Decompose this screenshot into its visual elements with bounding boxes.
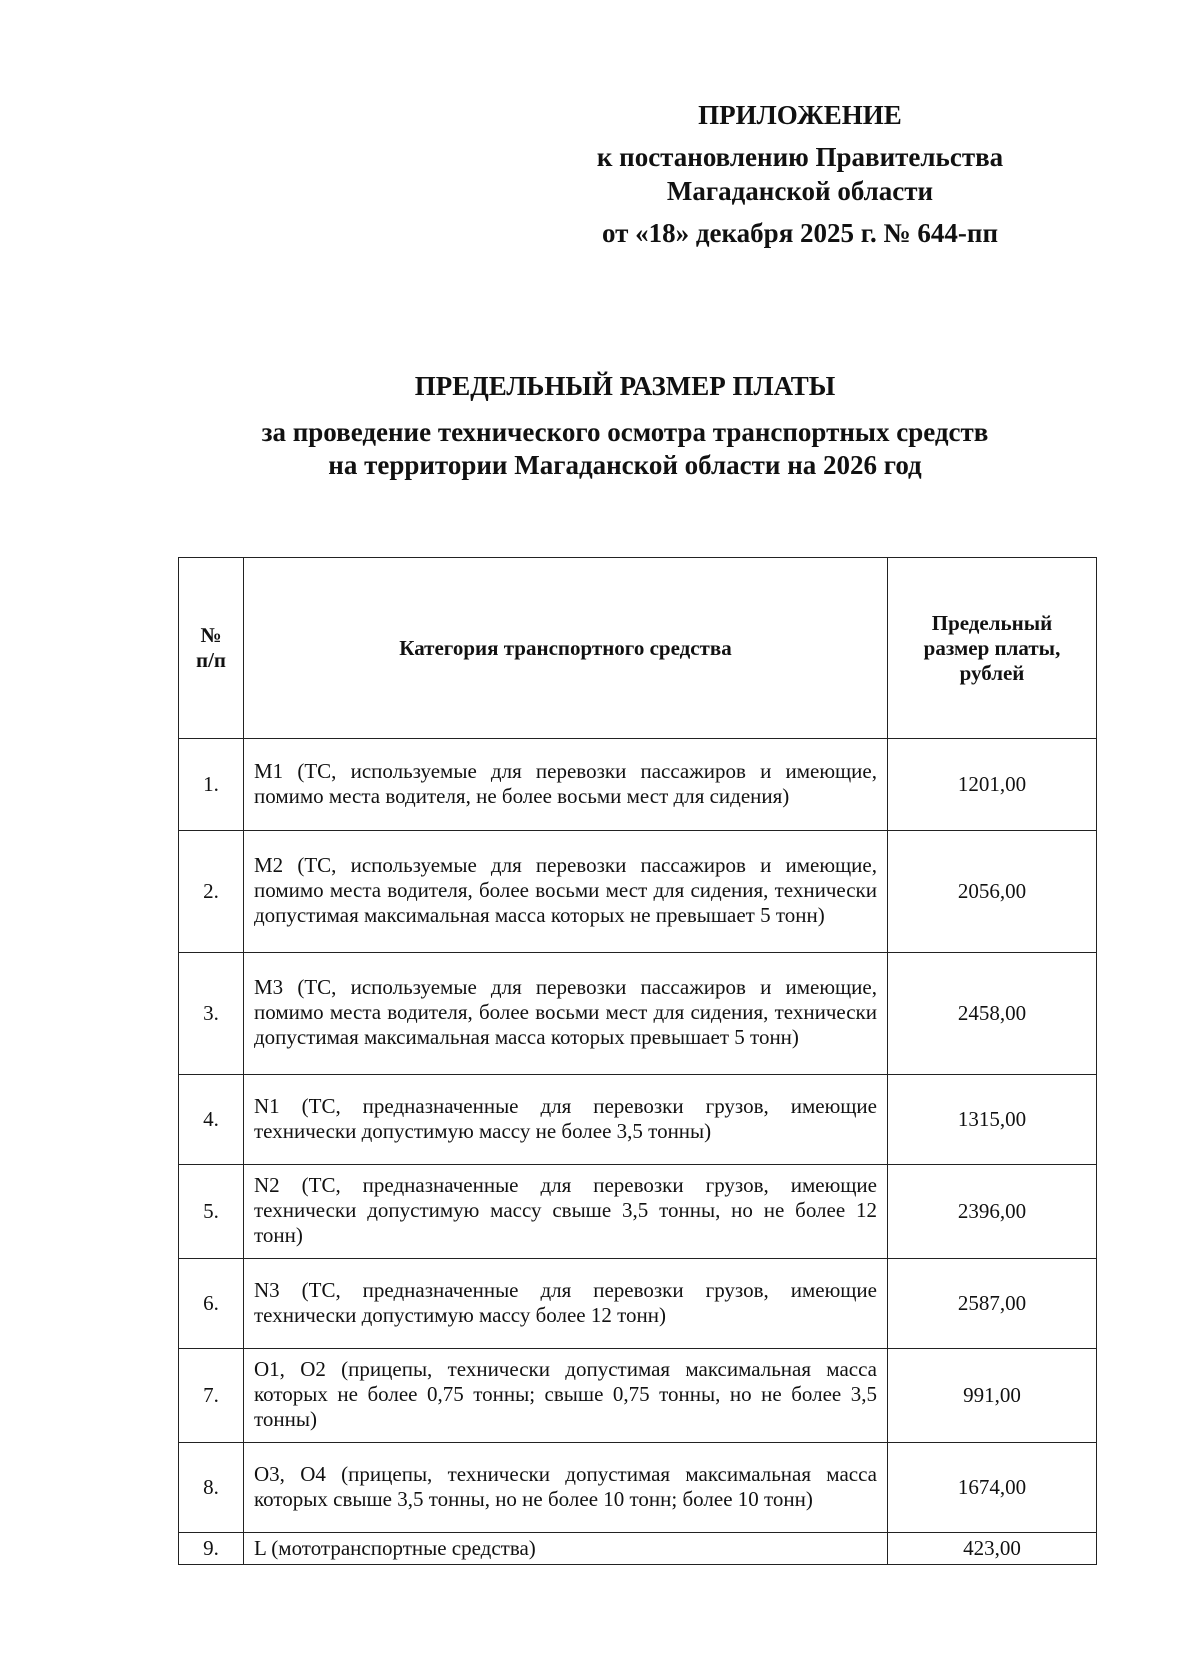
row-category: M2 (ТС, используемые для перевозки пассажиров и имеющие, помимо места водителя, более восьми мест для сидения, технически допустимая максимальная масса которых не превышает 5 тонн) bbox=[244, 831, 888, 953]
table-row bbox=[179, 1075, 1097, 1165]
row-price: 2056,00 bbox=[888, 831, 1097, 953]
table-row bbox=[179, 1349, 1097, 1443]
table-header-row bbox=[179, 558, 1097, 739]
table-row bbox=[179, 1165, 1097, 1259]
appendix-block bbox=[560, 98, 1040, 250]
fee-table bbox=[178, 557, 1097, 1565]
row-price: 1201,00 bbox=[888, 739, 1097, 831]
title-main: ПРЕДЕЛЬНЫЙ РАЗМЕР ПЛАТЫ bbox=[414, 371, 836, 401]
row-category: N3 (ТС, предназначенные для перевозки грузов, имеющие технически допустимую массу более 12 тонн) bbox=[244, 1259, 888, 1349]
row-num: 7. bbox=[179, 1349, 244, 1443]
row-price: 423,00 bbox=[888, 1533, 1097, 1565]
row-num: 2. bbox=[179, 831, 244, 953]
row-num: 6. bbox=[179, 1259, 244, 1349]
row-price: 991,00 bbox=[888, 1349, 1097, 1443]
row-price: 2458,00 bbox=[888, 953, 1097, 1075]
row-num: 9. bbox=[179, 1533, 244, 1565]
header-price: Предельный размер платы, рублей bbox=[888, 558, 1097, 739]
row-category: M3 (ТС, используемые для перевозки пассажиров и имеющие, помимо места водителя, более восьми мест для сидения, технически допустимая максимальная масса которых превышает 5 тонн) bbox=[244, 953, 888, 1075]
document-title bbox=[150, 370, 1100, 482]
title-sub-2: на территории Магаданской области на 2026 год bbox=[328, 450, 922, 480]
row-num: 3. bbox=[179, 953, 244, 1075]
appendix-line-1: к постановлению Правительства bbox=[596, 142, 1004, 172]
header-num bbox=[179, 558, 244, 739]
row-category: O1, O2 (прицепы, технически допустимая максимальная масса которых не более 0,75 тонны; свыше 0,75 тонны, но не более 3,5 тонны) bbox=[244, 1349, 888, 1443]
row-category: N2 (ТС, предназначенные для перевозки грузов, имеющие технически допустимую массу свыше 3,5 тонны, но не более 12 тонн) bbox=[244, 1165, 888, 1259]
row-category: N1 (ТС, предназначенные для перевозки грузов, имеющие технически допустимую массу не более 3,5 тонны) bbox=[244, 1075, 888, 1165]
row-price: 2587,00 bbox=[888, 1259, 1097, 1349]
table-row bbox=[179, 831, 1097, 953]
header-num-line-2: п/п bbox=[195, 648, 227, 672]
row-num: 4. bbox=[179, 1075, 244, 1165]
row-num: 1. bbox=[179, 739, 244, 831]
row-num: 5. bbox=[179, 1165, 244, 1259]
row-category: L (мототранспортные средства) bbox=[244, 1533, 888, 1565]
row-price: 2396,00 bbox=[888, 1165, 1097, 1259]
title-sub-1: за проведение технического осмотра транспортных средств bbox=[261, 417, 989, 447]
header-num-line-1: № bbox=[200, 623, 222, 647]
header-category: Категория транспортного средства bbox=[244, 558, 888, 739]
appendix-heading: ПРИЛОЖЕНИЕ bbox=[698, 100, 902, 130]
row-category: O3, O4 (прицепы, технически допустимая максимальная масса которых свыше 3,5 тонны, но не более 10 тонн; более 10 тонн) bbox=[244, 1443, 888, 1533]
row-category: M1 (ТС, используемые для перевозки пассажиров и имеющие, помимо места водителя, не более восьми мест для сидения) bbox=[244, 739, 888, 831]
row-num: 8. bbox=[179, 1443, 244, 1533]
appendix-line-2: Магаданской области bbox=[666, 176, 934, 206]
table-row bbox=[179, 739, 1097, 831]
appendix-decree-ref: от «18» декабря 2025 г. № 644-пп bbox=[601, 218, 999, 248]
table-row bbox=[179, 953, 1097, 1075]
table-row bbox=[179, 1259, 1097, 1349]
row-price: 1315,00 bbox=[888, 1075, 1097, 1165]
row-price: 1674,00 bbox=[888, 1443, 1097, 1533]
table-row bbox=[179, 1533, 1097, 1565]
table-row bbox=[179, 1443, 1097, 1533]
